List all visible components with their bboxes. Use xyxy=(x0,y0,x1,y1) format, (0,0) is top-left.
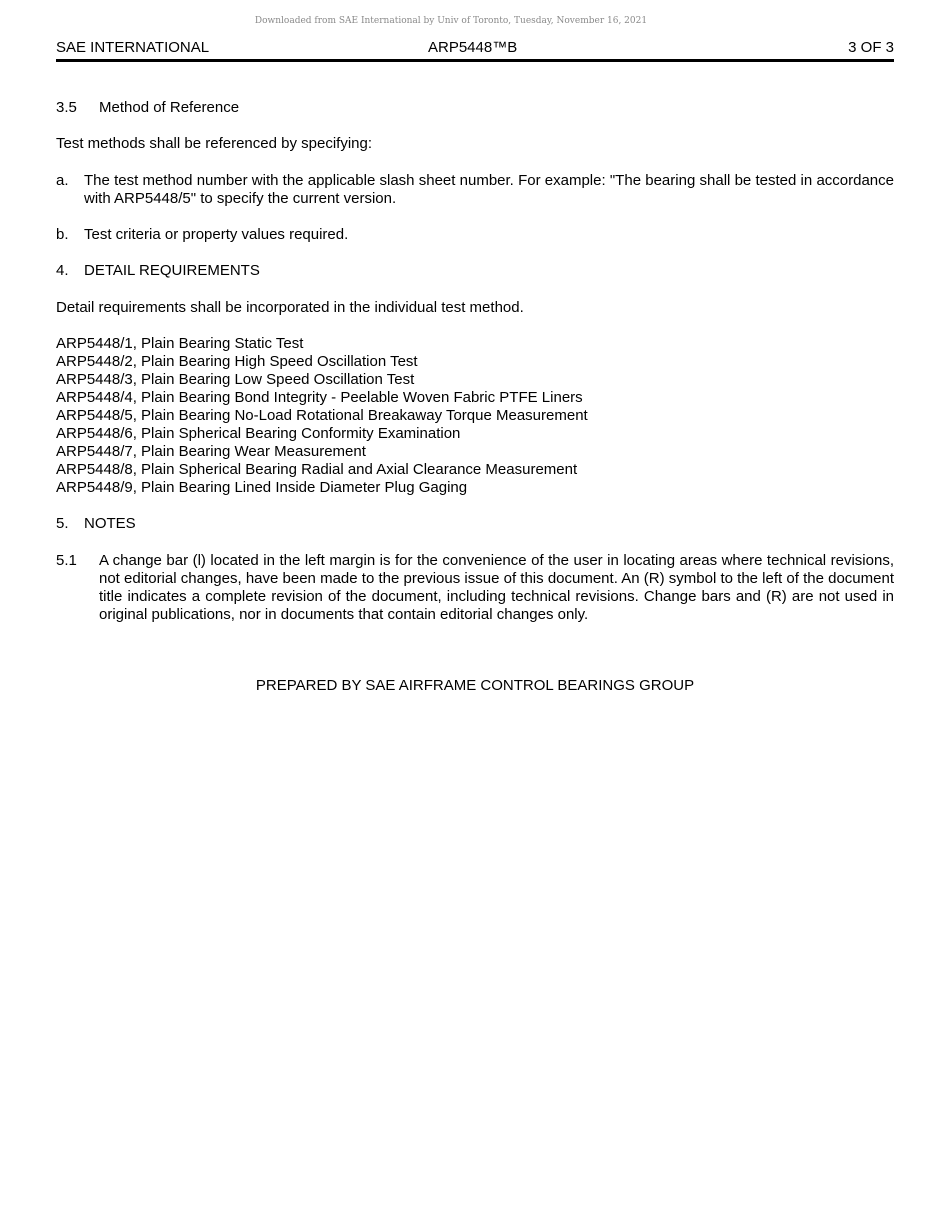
test-method-item: ARP5448/8, Plain Spherical Bearing Radial and Axial Clearance Measurement xyxy=(56,461,578,478)
test-method-item: ARP5448/2, Plain Bearing High Speed Oscillation Test xyxy=(56,353,418,370)
section-3-5-title: Method of Reference xyxy=(99,99,240,116)
item-a-text: The test method number with the applicable slash sheet number. For example: "The bearing shall be tested in accordance with ARP5448/5" to specify the current version. xyxy=(84,172,894,207)
test-method-item: ARP5448/5, Plain Bearing No-Load Rotational Breakaway Torque Measurement xyxy=(56,407,588,424)
prepared-by-note: PREPARED BY SAE AIRFRAME CONTROL BEARINGS GROUP xyxy=(255,677,695,694)
section-4-text: Detail requirements shall be incorporated in the individual test method. xyxy=(56,299,524,316)
header-page-number: 3 OF 3 xyxy=(848,39,894,56)
intro-paragraph: Test methods shall be referenced by specifying: xyxy=(56,135,373,152)
item-b-text: Test criteria or property values required. xyxy=(84,226,349,243)
test-method-item: ARP5448/6, Plain Spherical Bearing Conformity Examination xyxy=(56,425,461,442)
test-method-item: ARP5448/9, Plain Bearing Lined Inside Diameter Plug Gaging xyxy=(56,479,468,496)
download-watermark: Downloaded from SAE International by Univ of Toronto, Tuesday, November 16, 2021 xyxy=(254,16,648,26)
item-b-marker: b. xyxy=(56,226,69,243)
section-5-1-number: 5.1 xyxy=(56,552,77,569)
section-4-number: 4. xyxy=(56,262,69,279)
header-document-number: ARP5448™B xyxy=(428,39,518,56)
test-method-item: ARP5448/1, Plain Bearing Static Test xyxy=(56,335,304,352)
section-5-1-text: A change bar (l) located in the left margin is for the convenience of the user in locating areas where technical revisions, not editorial changes, have been made to the previous issue of this document. An (R) symbol to the left of the document title indicates a complete revision of the document, including technical revisions. Change bars and (R) are not used in original publications, nor in documents that contain editorial changes only. xyxy=(99,552,894,623)
header-rule xyxy=(56,59,894,62)
header-organization: SAE INTERNATIONAL xyxy=(56,39,210,56)
item-a-marker: a. xyxy=(56,172,69,189)
section-4-title: DETAIL REQUIREMENTS xyxy=(84,262,260,279)
page-header xyxy=(56,39,894,57)
test-method-item: ARP5448/7, Plain Bearing Wear Measurement xyxy=(56,443,366,460)
test-method-item: ARP5448/3, Plain Bearing Low Speed Oscillation Test xyxy=(56,371,415,388)
test-method-list xyxy=(56,335,894,497)
section-5-number: 5. xyxy=(56,515,69,532)
section-3-5-number: 3.5 xyxy=(56,99,77,116)
section-5-title: NOTES xyxy=(84,515,136,532)
test-method-item: ARP5448/4, Plain Bearing Bond Integrity - Peelable Woven Fabric PTFE Liners xyxy=(56,389,583,406)
